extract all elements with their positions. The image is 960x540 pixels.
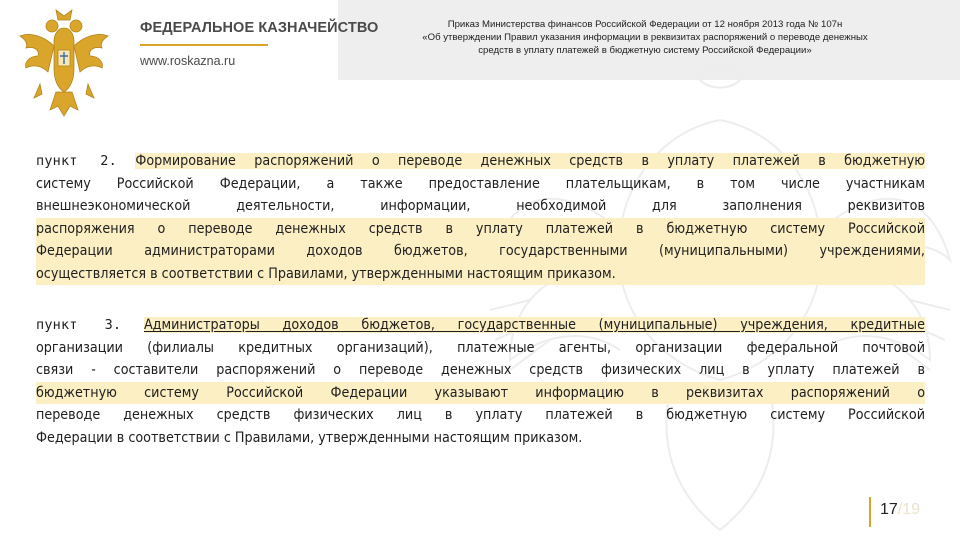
- clause-line: бюджетную систему Российской Федерации указывают информацию в реквизитах распоряжений о: [36, 382, 925, 405]
- order-title-line: Приказ Министерства финансов Российской Федерации от 12 ноября 2013 года № 107н: [447, 19, 843, 30]
- eagle-watermark-icon: [470, 60, 960, 540]
- clause-text: Формирование распоряжений о переводе денежных средств в уплату платежей в бюджетную: [135, 153, 925, 169]
- clause-label: пункт 3.: [36, 317, 122, 333]
- clause-line: связи - составители распоряжений о переводе денежных средств физических лиц в уплату платежей в: [36, 362, 925, 378]
- organization-name: ФЕДЕРАЛЬНОЕ КАЗНАЧЕЙСТВО: [140, 20, 379, 36]
- clause-line: систему Российской Федерации, а также предоставление плательщикам, в том числе участникам: [36, 175, 925, 192]
- clause-line: распоряжения о переводе денежных средств в уплату платежей в бюджетную систему Российской: [36, 218, 925, 241]
- clause-line: внешнеэкономической деятельности, информации, необходимой для заполнения реквизитов: [36, 198, 925, 214]
- clause-label: пункт 2.: [36, 153, 117, 169]
- order-title-line: средств в уплату платежей в бюджетную систему Российской Федерации»: [478, 45, 812, 56]
- clause-line: Федерации администраторами доходов бюджетов, государственными (муниципальными) учреждениями,: [36, 240, 925, 263]
- clause-line: переводе денежных средств физических лиц в уплату платежей в бюджетную систему Российской: [36, 407, 925, 423]
- treasury-eagle-logo-icon: [14, 6, 114, 120]
- total-pages: /19: [897, 501, 921, 518]
- page-number-divider: [869, 497, 871, 527]
- order-title-line: «Об утверждении Правил указания информации в реквизитах распоряжений о переводе денежных: [422, 32, 868, 43]
- organization-website: www.roskazna.ru: [140, 54, 236, 68]
- current-page: 17: [880, 501, 898, 518]
- clause-text: Администраторы доходов бюджетов, государственные (муниципальные) учреждения, кредитные: [143, 317, 925, 333]
- clause-2: [36, 150, 925, 285]
- page-number: [880, 501, 952, 519]
- clause-line: [36, 150, 925, 173]
- clause-line: Федерации в соответствии с Правилами, утвержденными настоящим приказом.: [36, 429, 583, 446]
- order-title: [352, 18, 938, 57]
- clause-3: [36, 314, 925, 449]
- clause-line: организации (филиалы кредитных организаций), платежные агенты, организации федеральной почтовой: [36, 339, 925, 356]
- clause-line: осуществляется в соответствии с Правилами, утвержденными настоящим приказом.: [36, 263, 925, 286]
- accent-divider: [140, 44, 268, 46]
- clause-line: [36, 314, 925, 337]
